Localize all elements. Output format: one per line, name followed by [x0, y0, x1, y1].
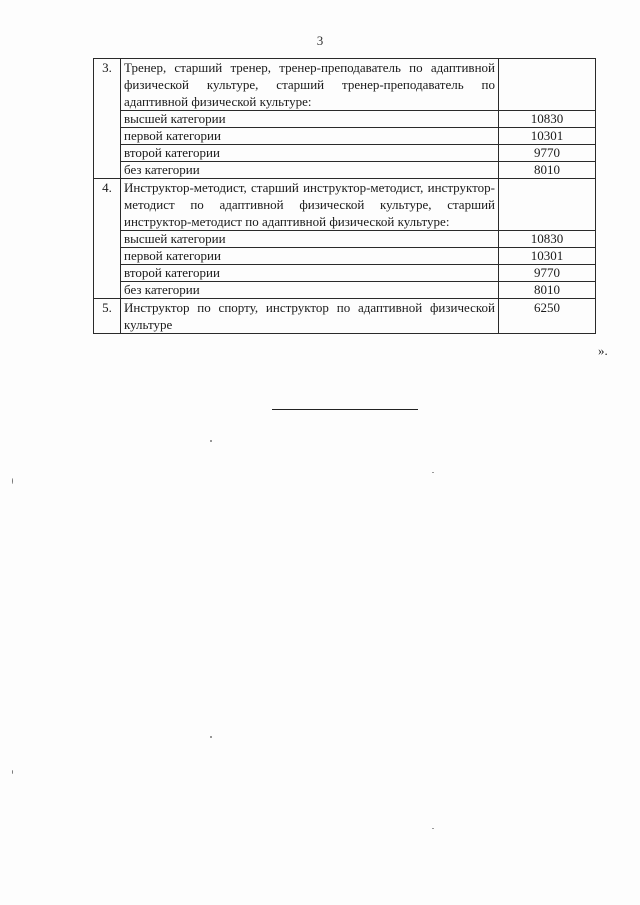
table-row — [94, 179, 596, 231]
category-value: 8010 — [499, 162, 596, 179]
category-label: второй категории — [121, 265, 499, 282]
scan-speck — [432, 828, 434, 829]
table-row — [94, 265, 596, 282]
position-title: Тренер, старший тренер, тренер-преподаватель по адаптивной физической культуре, старший тренер-преподаватель по адаптивной физической культуре: — [121, 59, 499, 111]
scan-speck — [12, 478, 13, 484]
table-row — [94, 248, 596, 265]
table-row — [94, 128, 596, 145]
salary-table — [93, 58, 596, 334]
category-value: 10830 — [499, 231, 596, 248]
scan-speck — [12, 770, 13, 774]
row-number: 5. — [94, 299, 121, 334]
row-number: 4. — [94, 179, 121, 299]
category-label: без категории — [121, 162, 499, 179]
separator-line — [272, 409, 418, 410]
table-row — [94, 162, 596, 179]
scan-speck — [210, 440, 212, 442]
category-label: высшей категории — [121, 231, 499, 248]
closing-quote: ». — [598, 343, 608, 358]
page-number: 3 — [316, 33, 324, 48]
category-value: 8010 — [499, 282, 596, 299]
category-label: высшей категории — [121, 111, 499, 128]
table-row — [94, 299, 596, 334]
table-row — [94, 59, 596, 111]
position-title: Инструктор по спорту, инструктор по адаптивной физической культуре — [121, 299, 499, 334]
scan-speck — [210, 736, 212, 738]
table-row — [94, 231, 596, 248]
category-value: 9770 — [499, 265, 596, 282]
category-value: 9770 — [499, 145, 596, 162]
category-label: без категории — [121, 282, 499, 299]
value-cell-empty — [499, 59, 596, 111]
row-number: 3. — [94, 59, 121, 179]
category-label: первой категории — [121, 248, 499, 265]
table-row — [94, 282, 596, 299]
position-title: Инструктор-методист, старший инструктор-методист, инструктор-методист по адаптивной физической культуре, старший инструктор-методист по адаптивной физической культуре: — [121, 179, 499, 231]
table-row — [94, 111, 596, 128]
category-value: 10301 — [499, 248, 596, 265]
category-value: 6250 — [499, 299, 596, 334]
category-value: 10830 — [499, 111, 596, 128]
value-cell-empty — [499, 179, 596, 231]
table-row — [94, 145, 596, 162]
category-value: 10301 — [499, 128, 596, 145]
category-label: первой категории — [121, 128, 499, 145]
scan-speck — [432, 472, 434, 473]
category-label: второй категории — [121, 145, 499, 162]
